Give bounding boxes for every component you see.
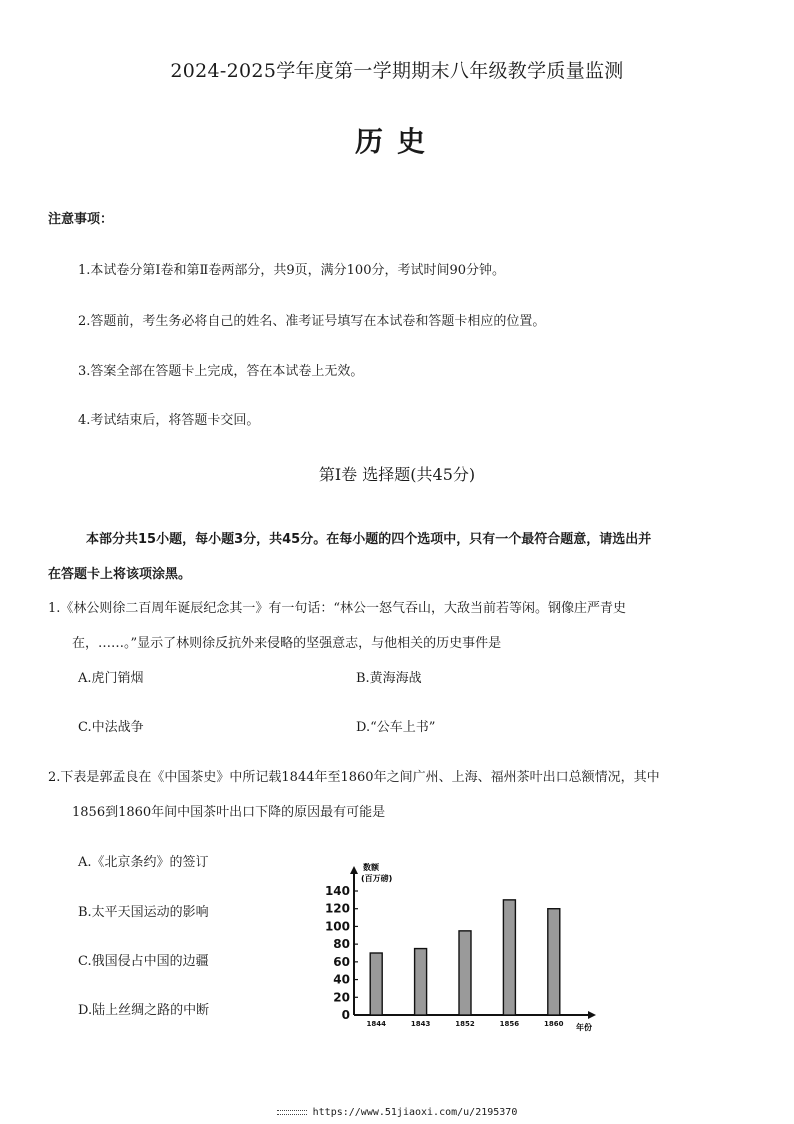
question-1-option-a[interactable]: A.虎门销烟 bbox=[78, 671, 144, 686]
notice-item: 4.考试结束后，将答题卡交回。 bbox=[78, 413, 260, 428]
question-2-option-c[interactable]: C.俄国侵占中国的边疆 bbox=[78, 954, 209, 969]
y-tick-label: 0 bbox=[341, 1008, 350, 1022]
question-2-stem: 2.下表是郭孟良在《中国茶史》中所记载1844年至1860年之间广州、上海、福州茶叶出口总额情况，其中 bbox=[48, 770, 660, 785]
bar bbox=[503, 900, 515, 1015]
section-instruction: 本部分共15小题，每小题3分，共45分。在每小题的四个选项中，只有一个最符合题意，请选出并 bbox=[86, 532, 652, 547]
question-1-option-d[interactable]: D.“公车上书” bbox=[356, 720, 436, 735]
x-tick-label: 1856 bbox=[499, 1020, 520, 1028]
x-tick-label: 1843 bbox=[410, 1020, 431, 1028]
question-2-option-b[interactable]: B.太平天国运动的影响 bbox=[78, 905, 209, 920]
bar bbox=[415, 949, 427, 1015]
question-1-option-b[interactable]: B.黄海海战 bbox=[356, 671, 422, 686]
bar bbox=[370, 953, 382, 1015]
x-tick-label: 1844 bbox=[366, 1020, 386, 1028]
question-2-option-d[interactable]: D.陆上丝绸之路的中断 bbox=[78, 1003, 210, 1018]
y-axis-arrow bbox=[350, 866, 358, 874]
x-axis-label: 年份 bbox=[576, 1023, 592, 1032]
notice-heading: 注意事项： bbox=[48, 212, 114, 227]
section-title: 第Ⅰ卷 选择题(共45分) bbox=[318, 465, 476, 484]
bar bbox=[548, 909, 560, 1015]
y-tick-label: 120 bbox=[324, 901, 350, 916]
question-1-stem: 1.《林公则徐二百周年诞辰纪念其一》有一句话：“林公一怒气吞山，大敌当前若等闲。钢像庄严青史 bbox=[48, 601, 627, 616]
bar bbox=[459, 931, 471, 1015]
notice-item: 1.本试卷分第Ⅰ卷和第Ⅱ卷两部分，共9页，满分100分，考试时间90分钟。 bbox=[78, 263, 506, 278]
footer-mark bbox=[277, 1110, 307, 1115]
question-2-stem-cont: 1856到1860年间中国茶叶出口下降的原因最有可能是 bbox=[72, 805, 386, 820]
y-tick-label: 20 bbox=[333, 990, 350, 1005]
exam-title: 2024-2025学年度第一学期期末八年级教学质量监测 bbox=[170, 60, 624, 82]
y-axis-label: 数额 bbox=[363, 863, 379, 872]
tea-export-chart bbox=[318, 858, 608, 1036]
footer-source bbox=[0, 1107, 794, 1118]
y-tick-label: 80 bbox=[333, 937, 350, 952]
y-tick-label: 100 bbox=[324, 919, 350, 934]
section-instruction-cont: 在答题卡上将该项涂黑。 bbox=[48, 567, 192, 582]
question-1-option-c[interactable]: C.中法战争 bbox=[78, 720, 144, 735]
y-tick-label: 140 bbox=[324, 884, 350, 898]
notice-item: 2.答题前，考生务必将自己的姓名、准考证号填写在本试卷和答题卡相应的位置。 bbox=[78, 314, 546, 329]
y-tick-label: 40 bbox=[333, 972, 350, 987]
x-tick-label: 1860 bbox=[544, 1020, 564, 1028]
subject-title: 历史 bbox=[354, 125, 439, 158]
question-2-option-a[interactable]: A.《北京条约》的签订 bbox=[78, 855, 209, 870]
x-tick-label: 1852 bbox=[455, 1020, 475, 1028]
x-axis-arrow bbox=[588, 1011, 596, 1019]
question-1-stem-cont: 在，……。”显示了林则徐反抗外来侵略的坚强意志，与他相关的历史事件是 bbox=[72, 636, 502, 651]
chart-plot-area bbox=[325, 866, 596, 1028]
y-tick-label: 60 bbox=[333, 954, 350, 969]
footer-url[interactable]: https://www.51jiaoxi.com/u/2195370 bbox=[312, 1107, 518, 1118]
notice-item: 3.答案全部在答题卡上完成，答在本试卷上无效。 bbox=[78, 364, 364, 379]
y-axis-label-unit: (百万磅) bbox=[361, 874, 393, 883]
